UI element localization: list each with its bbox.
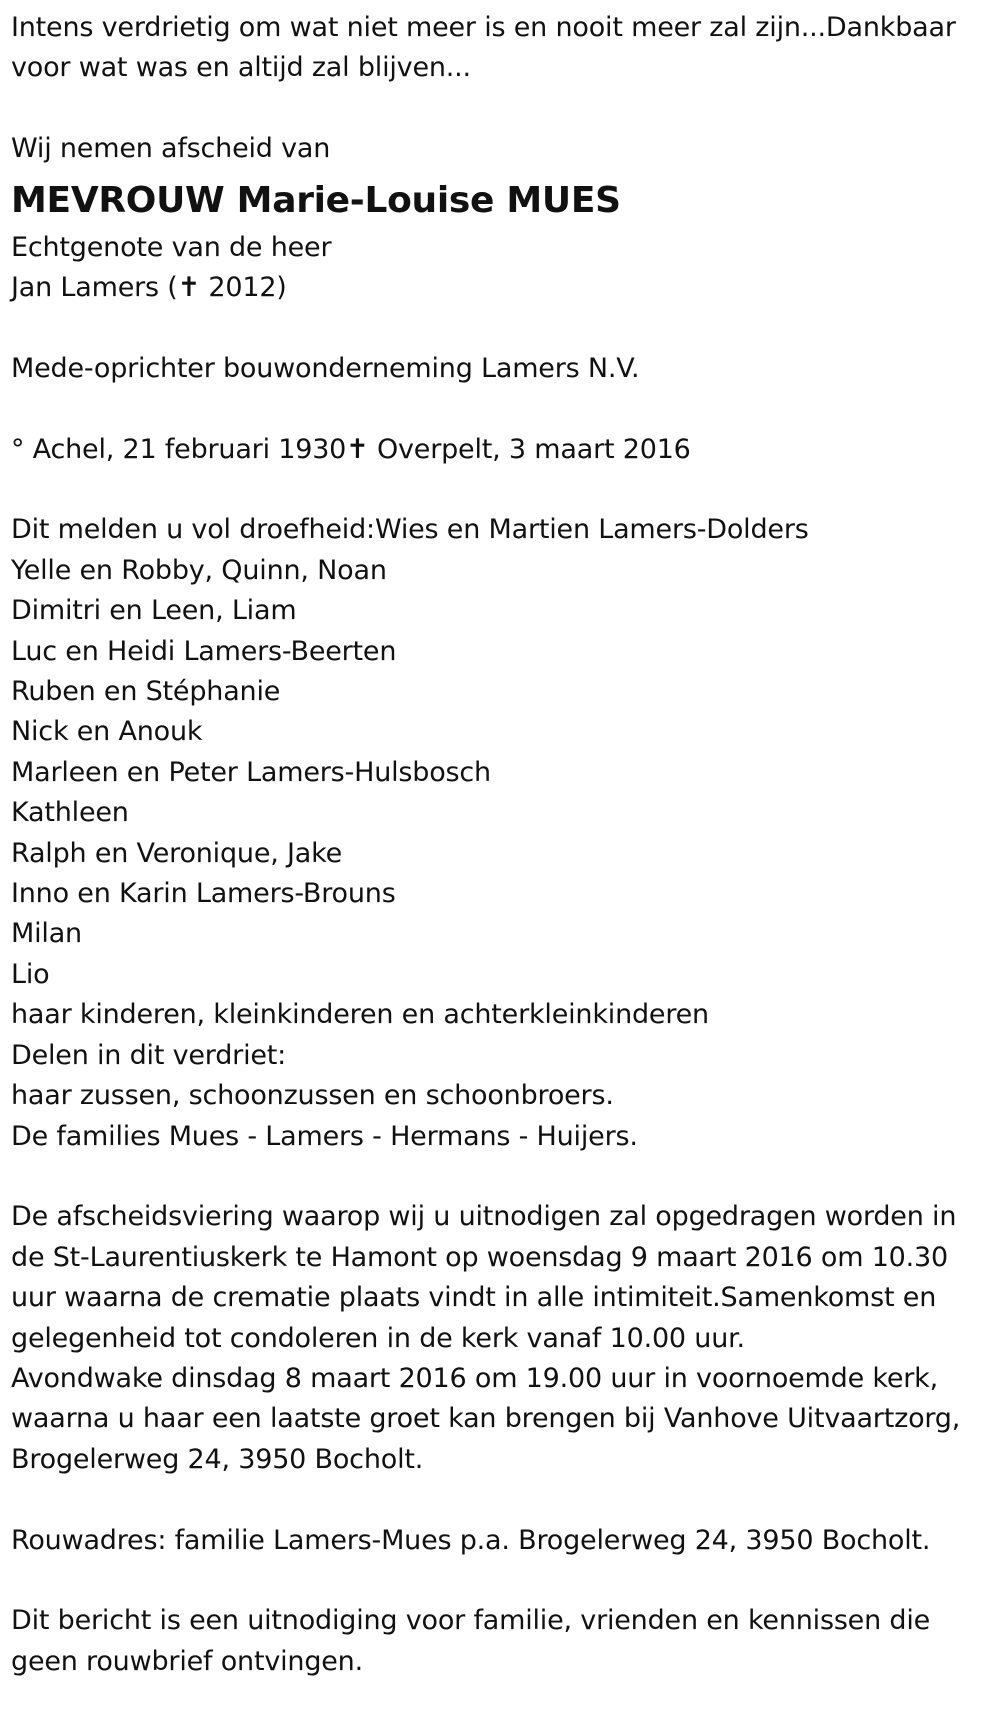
closing-line-1: Dit bericht is een uitnodiging voor familie, vrienden en kennissen die [11, 1605, 931, 1637]
ceremony-line: waarna u haar een laatste groet kan brengen bij Vanhove Uitvaartzorg, [11, 1403, 961, 1435]
mourning-address: Rouwadres: familie Lamers-Mues p.a. Brogelerweg 24, 3950 Bocholt. [11, 1524, 931, 1556]
spacer [11, 308, 1000, 348]
spouse-line-1: Echtgenote van de heer [11, 231, 332, 263]
family-line: Inno en Karin Lamers-Brouns [11, 878, 396, 910]
ceremony-line: Avondwake dinsdag 8 maart 2016 om 19.00 uur in voornoemde kerk, [11, 1362, 938, 1394]
spacer [11, 1157, 1000, 1197]
spacer [11, 89, 1000, 129]
family-line: Lio [11, 958, 50, 990]
ceremony-line: De afscheidsviering waarop wij u uitnodigen zal opgedragen worden in [11, 1201, 957, 1233]
spacer [11, 1480, 1000, 1520]
farewell-line: Wij nemen afscheid van [11, 133, 331, 165]
family-line: Marleen en Peter Lamers-Hulsbosch [11, 756, 491, 788]
family-line: Delen in dit verdriet: [11, 1039, 287, 1071]
family-line: haar zussen, schoonzussen en schoonbroers. [11, 1080, 614, 1112]
intro-line-1: Intens verdrietig om wat niet meer is en nooit meer zal zijn...Dankbaar [11, 12, 956, 43]
spacer [11, 470, 1000, 510]
closing-line-2: geen rouwbrief ontvingen. [11, 1645, 363, 1677]
ceremony-line: de St-Laurentiuskerk te Hamont op woensdag 9 maart 2016 om 10.30 [11, 1241, 948, 1273]
family-line: Dit melden u vol droefheid:Wies en Martien Lamers-Dolders [11, 514, 809, 546]
family-line: Nick en Anouk [11, 716, 203, 748]
birth-death-dates: ° Achel, 21 februari 1930✝ Overpelt, 3 maart 2016 [11, 433, 691, 465]
spacer [11, 389, 1000, 429]
ceremony-line: uur waarna de crematie plaats vindt in alle intimiteit.Samenkomst en [11, 1282, 937, 1314]
family-line: Dimitri en Leen, Liam [11, 595, 297, 627]
family-line: Ralph en Veronique, Jake [11, 837, 342, 869]
ceremony-line: Brogelerweg 24, 3950 Bocholt. [11, 1443, 424, 1475]
family-line: De families Mues - Lamers - Hermans - Huijers. [11, 1120, 638, 1152]
spacer [11, 1561, 1000, 1601]
intro-line-2: voor wat was en altijd zal blijven... [11, 52, 471, 84]
family-line: Milan [11, 918, 82, 950]
family-line: Kathleen [11, 797, 129, 829]
occupation-line: Mede-oprichter bouwonderneming Lamers N.V. [11, 352, 640, 384]
spouse-line-2: Jan Lamers (✝ 2012) [11, 272, 287, 304]
deceased-name: MEVROUW Marie-Louise MUES [11, 179, 621, 221]
family-line: Ruben en Stéphanie [11, 676, 281, 708]
family-line: Yelle en Robby, Quinn, Noan [11, 554, 387, 586]
ceremony-line: gelegenheid tot condoleren in de kerk vanaf 10.00 uur. [11, 1322, 745, 1354]
family-line: haar kinderen, kleinkinderen en achterkleinkinderen [11, 999, 709, 1031]
family-line: Luc en Heidi Lamers-Beerten [11, 635, 397, 667]
